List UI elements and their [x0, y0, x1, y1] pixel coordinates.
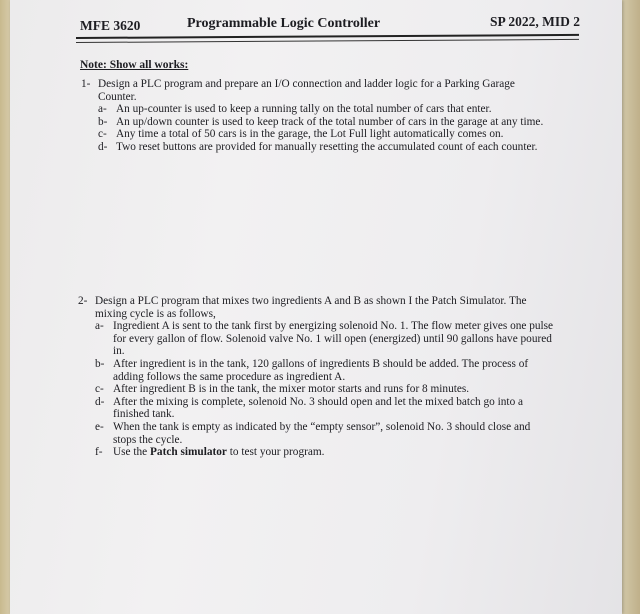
header-rule-thin [76, 39, 579, 43]
question-2 [78, 295, 556, 459]
part-letter: a- [98, 103, 107, 116]
part-text: When the tank is empty as indicated by the “empty sensor”, solenoid No. 3 should close and stops the cycle. [113, 420, 531, 446]
part-text-prefix: Use the [113, 446, 151, 459]
part-text: Any time a total of 50 cars is in the garage, the Lot Full light automatically comes on. [116, 128, 504, 141]
question-number: 2- [78, 295, 88, 307]
part-text-suffix: to test your program. [226, 446, 325, 459]
course-title: Programmable Logic Controller [187, 16, 381, 31]
question-part [98, 103, 551, 116]
exam-sheet [10, 0, 622, 614]
question-part [98, 141, 551, 154]
question-part [98, 128, 551, 141]
question-part [95, 396, 556, 421]
question-part [95, 358, 556, 383]
part-text: Ingredient A is sent to the tank first by energizing solenoid No. 1. The flow meter gives one pulse for every gallon of flow. Solenoid valve No. 1 will open (energized) until 90 gallons have poured in. [113, 320, 554, 358]
question-part [95, 320, 556, 358]
question-1-stem [81, 78, 551, 103]
part-letter: d- [95, 395, 105, 408]
question-1 [81, 78, 551, 154]
part-letter: c- [98, 128, 107, 141]
question-part [98, 116, 551, 129]
course-code: MFE 3620 [80, 18, 141, 33]
part-text: After the mixing is complete, solenoid No. 3 should open and let the mixed batch go into a finished tank. [113, 395, 524, 421]
exam-term: SP 2022, MID 2 [489, 14, 580, 29]
part-letter: c- [95, 383, 104, 396]
patch-simulator-emphasis: Patch simulator [150, 446, 227, 459]
part-text: After ingredient is in the tank, 120 gallons of ingredients B should be added. The process of adding follows the same procedure as ingredient A. [113, 357, 529, 383]
part-text [113, 446, 556, 459]
question-part [95, 446, 556, 459]
question-part [95, 383, 556, 396]
part-letter: d- [98, 140, 108, 153]
question-number: 1- [81, 78, 91, 90]
question-text: Design a PLC program that mixes two ingredients A and B as shown I the Patch Simulator. The mixing cycle is as follows, [95, 295, 527, 320]
part-letter: b- [98, 115, 108, 128]
question-part [95, 421, 556, 446]
question-2-stem [78, 295, 556, 320]
part-letter: e- [95, 420, 104, 433]
part-text: An up-counter is used to keep a running tally on the total number of cars that enter. [116, 103, 492, 116]
part-text: After ingredient B is in the tank, the mixer motor starts and runs for 8 minutes. [113, 383, 470, 396]
part-text: Two reset buttons are provided for manually resetting the accumulated count of each counter. [116, 140, 538, 153]
part-letter: f- [95, 446, 103, 459]
instructions-note: Note: Show all works: [80, 59, 189, 71]
question-text: Design a PLC program and prepare an I/O connection and ladder logic for a Parking Garage Counter. [98, 78, 515, 103]
part-letter: a- [95, 320, 104, 333]
part-letter: b- [95, 357, 105, 370]
part-text: An up/down counter is used to keep track of the total number of cars in the garage at any time. [116, 115, 544, 128]
